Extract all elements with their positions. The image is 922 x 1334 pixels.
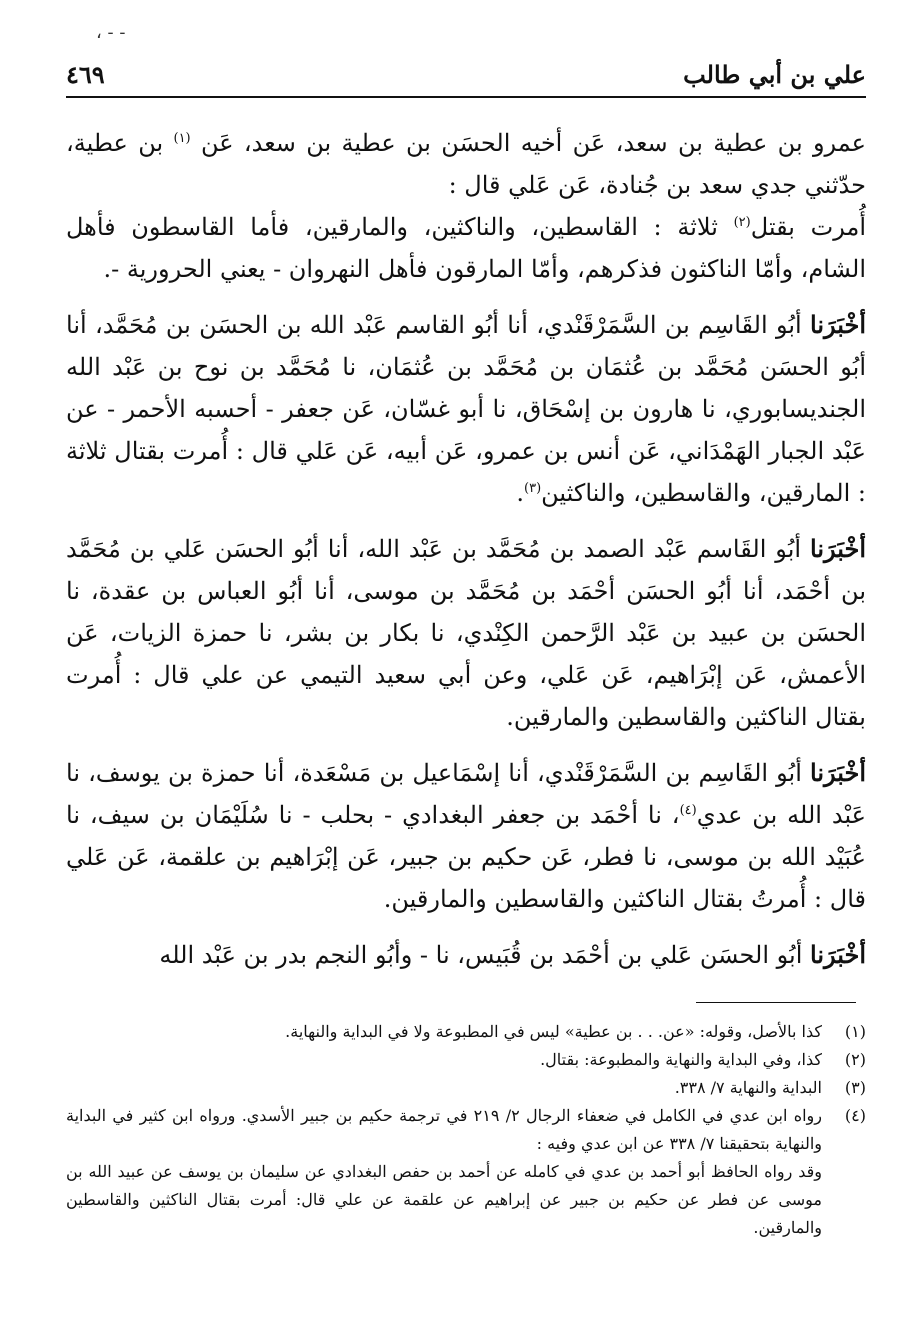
footnote-text: البداية والنهاية ٧/ ٣٣٨. <box>674 1078 822 1097</box>
footnote-text: رواه ابن عدي في الكامل في ضعفاء الرجال ٢/ ٢١٩ في ترجمة حكيم بن جبير الأسدي. ورواه ابن كثير في البداية والنهاية بتحقيقنا ٧/ ٣٣٨ عن ابن عدي وفيه : <box>66 1106 822 1153</box>
footnote-number: (١) <box>844 1022 866 1041</box>
paragraph-text: أُمرت بقتل <box>750 213 867 241</box>
paragraph-text: ثلاثة : القاسطين، والناكثين، والمارقين، فأما القاسطون فأهل الشام، وأمّا الناكثون فذكرهم، وأمّا المارقون فأهل النهروان - يعني الحرورية -. <box>66 213 866 283</box>
paragraph-text: بن عطية، حدّثني جدي سعد بن جُنادة، عَن عَلي قال : <box>66 129 866 199</box>
paragraph-text: أبُو القَاسم عَبْد الصمد بن مُحَمَّد بن عَبْد الله، أنا أبُو الحسَن عَلي بن مُحَمَّد بن أحْمَد، أنا أبُو الحسَن أحْمَد بن مُحَمَّد بن موسى، أنا أبُو العباس بن عقدة، نا الحسَن بن عبيد بن عَبْد الرَّحمن الكِنْدي، نا بكار بن بشر، نا حمزة الزيات، عَن الأعمش، عَن إبْرَاهيم، عَن عَلي، وعن أبي سعيد التيمي عن علي قال : أُمرت بقتال الناكثين والقاسطين والمارقين. <box>66 535 867 731</box>
page-header <box>66 52 866 98</box>
paragraph-text: أبُو القَاسِم بن السَّمَرْقَنْدي، أنا إسْمَاعيل بن مَسْعَدة، أنا حمزة بن يوسف، نا عَبْد الله بن عدي <box>66 759 867 829</box>
running-title: علي بن أبي طالب <box>683 60 866 89</box>
footnote-item <box>66 1102 866 1158</box>
isnad-lead-word: أخْبَرَنا <box>810 940 866 969</box>
paragraph-5 <box>66 752 866 920</box>
paragraph-tail: ، نا أحْمَد بن جعفر البغدادي - بحلب - نا سُلَيْمَان بن سيف، نا عُبَيْد الله بن موسى، نا فطر، عَن حكيم بن جبير، عَن إبْرَاهيم بن علقمة، عَن عَلي قال : أُمرتُ بقتال الناكثين والقاسطين والمارقين. <box>66 801 866 913</box>
footnote-item <box>66 1018 866 1046</box>
isnad-lead-word: أخْبَرَنا <box>810 758 866 787</box>
footnote-ref-1: (١) <box>173 131 191 146</box>
footnote-text: كذا بالأصل، وقوله: «عن. . . بن عطية» ليس في المطبوعة ولا في البداية والنهاية. <box>285 1022 822 1041</box>
paragraph-4 <box>66 528 866 738</box>
footnote-item <box>66 1074 866 1102</box>
footnote-item <box>66 1158 866 1242</box>
footnote-ref-3: (٣) <box>524 481 542 496</box>
page-number: ٤٦٩ <box>66 60 105 89</box>
footnote-number: (٤) <box>844 1106 866 1125</box>
top-corner-mark: ، - - <box>96 22 126 43</box>
isnad-lead-word: أخْبَرَنا <box>810 310 866 339</box>
footnotes <box>66 1018 866 1242</box>
paragraph-tail: . <box>516 479 525 507</box>
footnote-number: (٢) <box>844 1050 866 1069</box>
paragraph-2 <box>66 206 866 290</box>
paragraph-text: أبُو الحسَن عَلي بن أحْمَد بن قُبَيس، نا - وأبُو النجم بدر بن عَبْد الله <box>159 941 811 969</box>
footnote-separator <box>696 1002 856 1003</box>
footnote-ref-2: (٢) <box>733 215 751 230</box>
paragraph-3 <box>66 304 866 514</box>
footnote-item <box>66 1046 866 1074</box>
footnote-text: كذا، وفي البداية والنهاية والمطبوعة: بقتال. <box>540 1050 822 1069</box>
footnote-number <box>822 1158 866 1242</box>
footnote-ref-4: (٤) <box>679 803 697 818</box>
footnote-text: وقد رواه الحافظ أبو أحمد بن عدي في كامله عن أحمد بن حفص البغدادي عن سليمان بن يوسف عن عبيد الله بن موسى عن فطر عن حكيم بن جبير عن إبراهيم عن علقمة عن علي قال: أمرت بقتال الناكثين والقاسطين والمارقين. <box>66 1162 822 1237</box>
paragraph-1 <box>66 122 866 206</box>
footnote-number: (٣) <box>844 1078 866 1097</box>
isnad-lead-word: أخْبَرَنا <box>810 534 866 563</box>
paragraph-text: عمرو بن عطية بن سعد، عَن أخيه الحسَن بن عطية بن سعد، عَن <box>190 129 866 157</box>
paragraph-text: أبُو القَاسِم بن السَّمَرْقَنْدي، أنا أبُو القاسم عَبْد الله بن الحسَن بن مُحَمَّد، أنا أبُو الحسَن مُحَمَّد بن عُثمَان بن مُحَمَّد بن عُثمَان، نا مُحَمَّد بن نوح بن عَبْد الله الجنديسابوري، نا هارون بن إسْحَاق، نا أبو غسّان، عَن جعفر - أحسبه الأحمر - عن عَبْد الجبار الهَمْدَاني، عَن أنس بن عمرو، عَن أبيه، عَن عَلي قال : أُمرت بقتال ثلاثة : المارقين، والقاسطين، والناكثين <box>66 311 866 507</box>
paragraph-6 <box>66 934 866 976</box>
main-text <box>66 122 866 976</box>
